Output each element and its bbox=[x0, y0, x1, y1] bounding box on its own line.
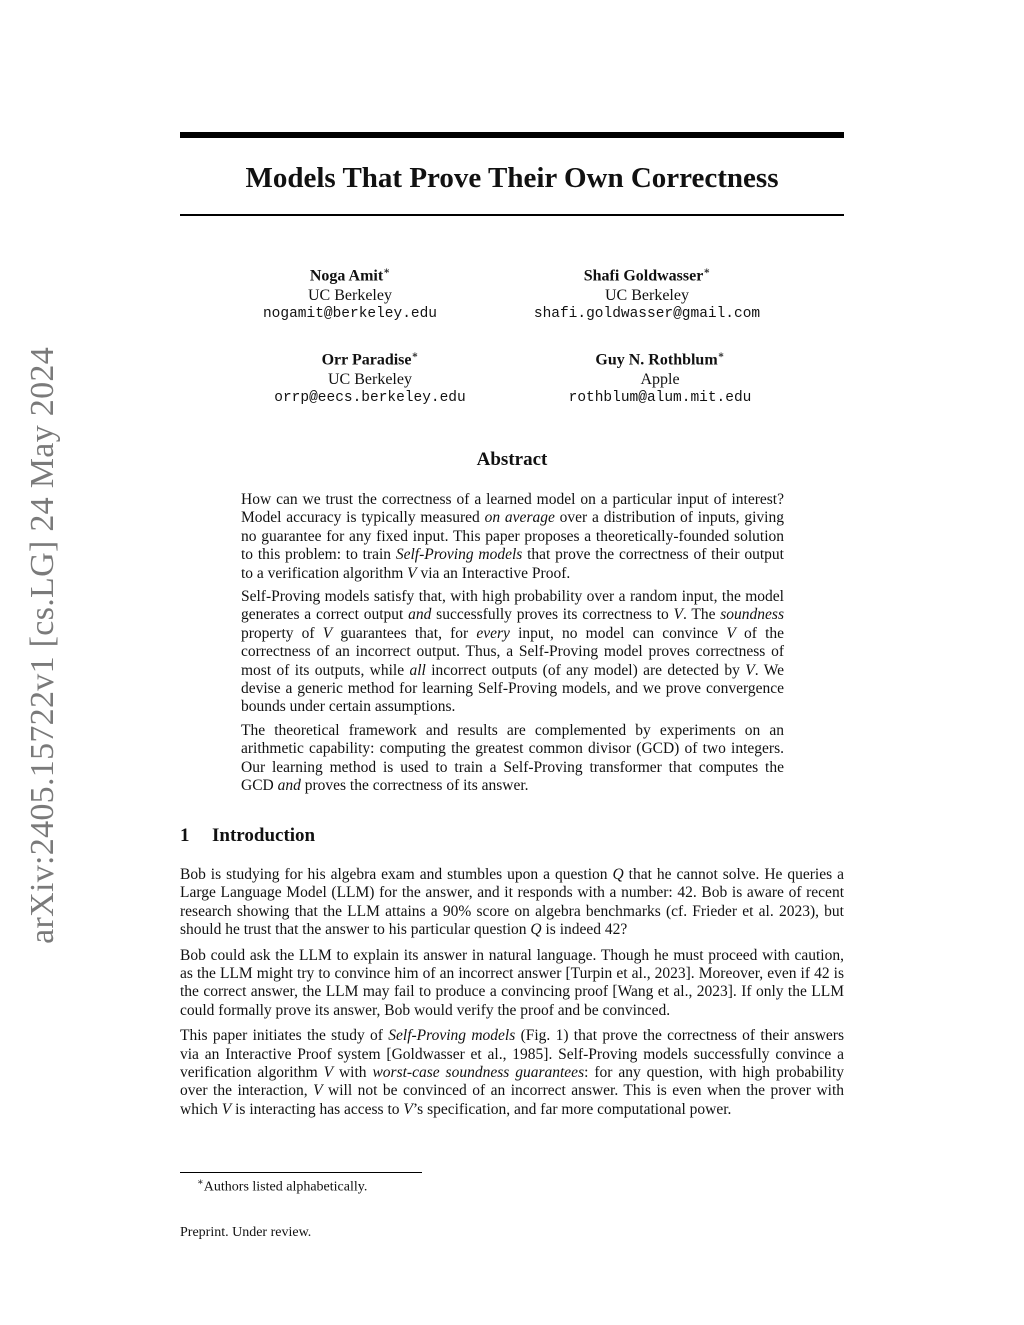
section-heading-introduction bbox=[180, 825, 315, 847]
author-name: Guy N. Rothblum∗ bbox=[595, 350, 725, 369]
abstract-paragraph-3: The theoretical framework and results are complemented by experiments on an arithmetic capability: computing the greatest common divisor (GCD) of two integers. Our learning method is used to train a Self-Proving transformer that computes the GCD and proves the correctness of its answer. bbox=[241, 721, 784, 795]
arxiv-identifier-text: arXiv:2405.15722v1 [cs.LG] 24 May 2024 bbox=[24, 346, 61, 944]
author-email: nogamit@berkeley.edu bbox=[262, 306, 438, 323]
abstract-body bbox=[241, 491, 784, 801]
abstract-heading: Abstract bbox=[476, 449, 548, 470]
footnote: ∗Authors listed alphabetically. bbox=[197, 1177, 368, 1195]
intro-paragraph-1: Bob is studying for his algebra exam and stumbles upon a question Q that he cannot solve. He queries a Large Language Model (LLM) for the answer, and it responds with a number: 42. Bob is aware of recent research showing that the LLM attains a 90% score on algebra benchmarks (cf. Frieder et al. 2023), but should he trust that the answer to his particular question Q is indeed 42? bbox=[180, 866, 844, 939]
introduction-body bbox=[180, 866, 844, 1126]
author-block-4 bbox=[530, 346, 790, 409]
arxiv-identifier bbox=[8, 345, 78, 945]
author-affiliation: UC Berkeley bbox=[605, 286, 689, 304]
section-title: Introduction bbox=[212, 825, 316, 846]
abstract-paragraph-1: How can we trust the correctness of a learned model on a particular input of interest? Model accuracy is typically measured on average over a distribution of inputs, giving no guarantee for any fixed input. This paper proposes a theoretically-founded solution to this problem: to train Self-Proving models that prove the correctness of their output to a verification algorithm V via an Interactive Proof. bbox=[241, 491, 784, 582]
author-block-3 bbox=[240, 346, 500, 409]
author-block-1 bbox=[220, 262, 480, 325]
abstract-paragraph-2: Self-Proving models satisfy that, with high probability over a random input, the model generates a correct output and successfully proves its correctness to V. The soundness property of V guarantees that, for every input, no model can convince V of the correctness of an incorrect output. Thus, a Self-Proving model proves correctness of most of its outputs, while all incorrect outputs (of any model) are detected by V. We devise a generic method for learning Self-Proving models, and we prove convergence bounds under certain assumptions. bbox=[241, 588, 785, 716]
title-top-rule bbox=[180, 132, 844, 138]
author-name: Shafi Goldwasser∗ bbox=[583, 266, 711, 285]
author-email: rothblum@alum.mit.edu bbox=[568, 390, 752, 407]
intro-paragraph-2: Bob could ask the LLM to explain its answer in natural language. Though he must proceed with caution, as the LLM might try to convince him of an incorrect answer [Turpin et al., 2023]. Moreover, even if 42 is the correct answer, the LLM may fail to produce a convincing proof [Wang et al., 2023]. If only the LLM could formally prove its answer, Bob would verify the proof and be convinced. bbox=[180, 946, 844, 1019]
author-affiliation: UC Berkeley bbox=[308, 286, 392, 304]
author-affiliation: UC Berkeley bbox=[328, 370, 412, 388]
author-affiliation: Apple bbox=[640, 370, 680, 388]
intro-paragraph-3: This paper initiates the study of Self-Proving models (Fig. 1) that prove the correctness of their answers via an Interactive Proof system [Goldwasser et al., 1985]. Self-Proving models successfully convince a verification algorithm V with worst-case soundness guarantees: for any question, with high probability over the interaction, V will not be convinced of an incorrect answer. This is even when the prover with which V is interacting has access to V’s specification, and far more computational power. bbox=[180, 1027, 844, 1118]
author-email: shafi.goldwasser@gmail.com bbox=[533, 306, 761, 323]
author-name: Orr Paradise∗ bbox=[321, 350, 419, 369]
paper-title: Models That Prove Their Own Correctness bbox=[245, 162, 779, 194]
title-bottom-rule bbox=[180, 214, 844, 216]
preprint-note: Preprint. Under review. bbox=[180, 1225, 312, 1240]
author-email: orrp@eecs.berkeley.edu bbox=[274, 390, 466, 407]
section-number: 1 bbox=[180, 825, 190, 846]
author-block-2 bbox=[517, 262, 777, 325]
author-name: Noga Amit∗ bbox=[309, 266, 391, 285]
footnote-rule bbox=[180, 1172, 422, 1173]
